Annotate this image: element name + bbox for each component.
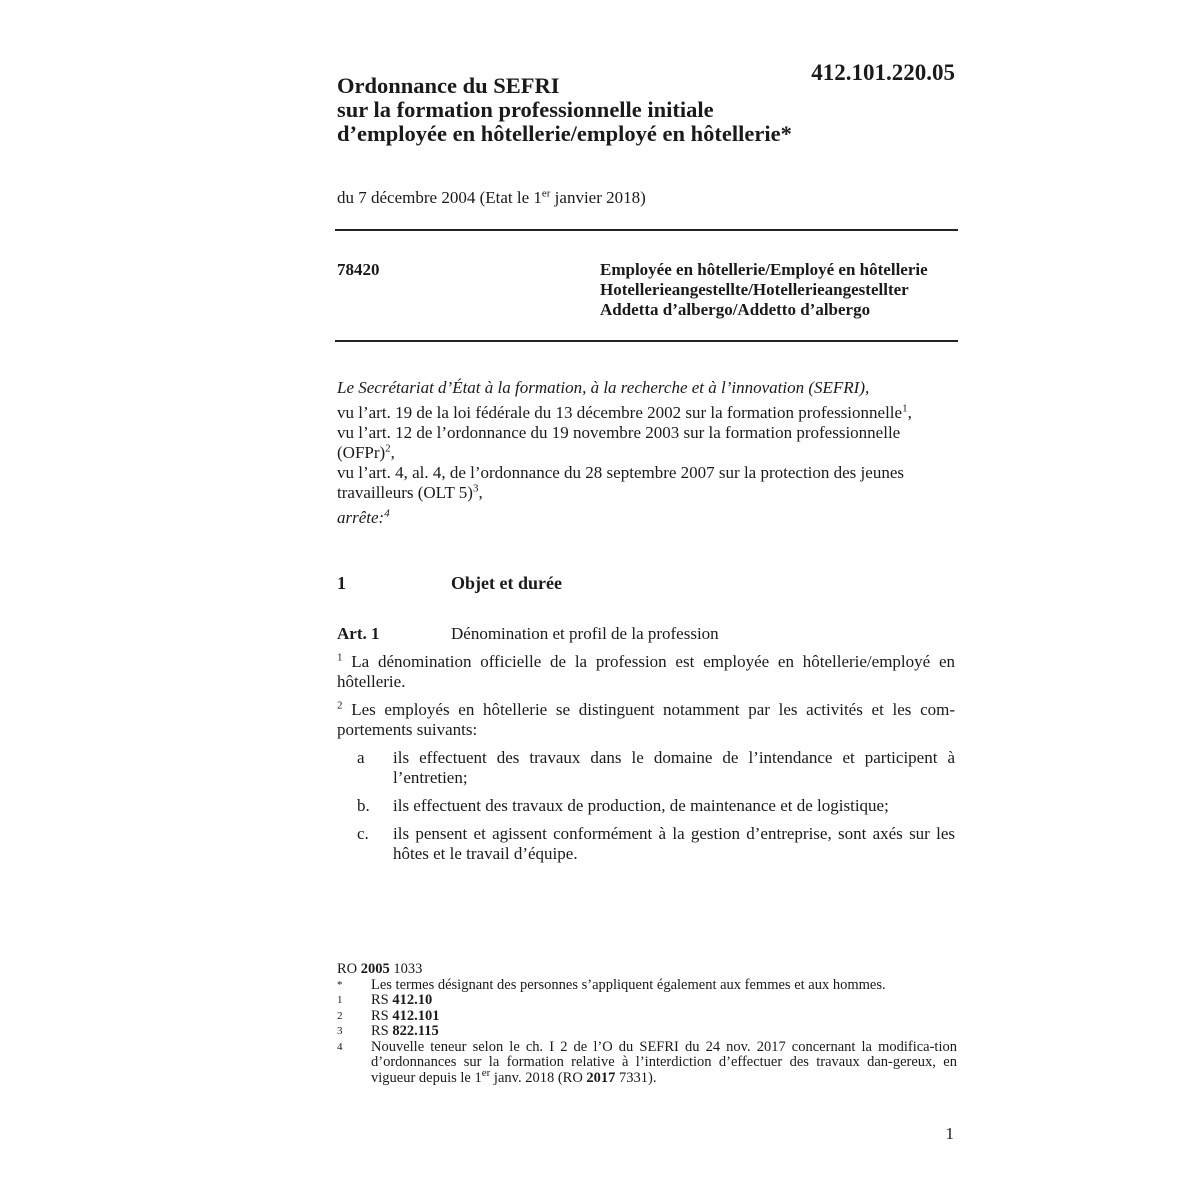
footnote: 3 RS 822.115 [337,1023,439,1039]
title-line: d’employée en hôtellerie/employé en hôtellerie* [337,121,792,146]
section-number: 1 [337,573,346,593]
document-number: 412.101.220.05 [811,60,955,85]
divider-top [335,229,958,231]
preamble-considering: vu l’art. 12 de l’ordonnance du 19 novembre 2003 sur la formation professionnelle (OFPr)$^2$, [337,423,901,462]
article-title: Dénomination et profil de la profession [451,624,719,643]
footnote-ref[interactable]: 1 [902,402,908,415]
footnote: 4 Nouvelle teneur selon le ch. I 2 de l’O du SEFRI du 24 nov. 2017 concernant la modifica-tion d’ordonnances sur la formation relative à l’interdiction d’effectuer des travaux dan-gereux, en vigueur depuis le 1er janv. 2018 (RO 2017 7331). [337,1038,957,1086]
footnote-ref[interactable]: 3 [472,482,479,495]
divider-bottom [335,340,958,342]
article-paragraph: $^1$ La dénomination officielle de la profession est employée en hôtellerie/employé en hôtellerie. [337,651,955,691]
footnote: 2 RS 412.101 [337,1007,440,1024]
profession-names [600,260,928,320]
list-item: b. ils effectuent des travaux de production, de maintenance et de logistique; [357,796,889,815]
footnotes [337,962,957,1086]
profession-name: Addetta d’albergo/Addetto d’albergo [600,300,871,319]
article-paragraph: $^2$ Les employés en hôtellerie se distinguent notamment par les activités et les com-portements suivants: [337,699,955,739]
preamble-authority: Le Secrétariat d’État à la formation, à la recherche et à l’innovation (SEFRI), [337,378,870,397]
ro-reference: RO 2005 1033 [337,961,423,977]
footnote: 1 RS 412.10 [337,992,433,1008]
footnote: * Les termes désignant des personnes s’appliquent également aux femmes et aux hommes. [337,976,886,993]
preamble-considering: vu l’art. 4, al. 4, de l’ordonnance du 28 septembre 2007 sur la protection des jeunes travailleurs (OLT 5)$^3$, [337,463,904,502]
document-date: du 7 décembre 2004 (Etat le 1er janvier 2018) [337,187,646,207]
preamble-considering: vu l’art. 19 de la loi fédérale du 13 décembre 2002 sur la formation professionnelle$^1$, [337,402,912,422]
title-line: Ordonnance du SEFRI [337,73,560,98]
profession-name: Hotellerieangestellte/Hotellerieangestellter [600,280,909,299]
preamble-decides: arrête:$^4$ [337,507,390,527]
list-item: a ils effectuent des travaux dans le domaine de l’intendance et participent à l’entretien; [357,748,955,787]
article-label: Art. 1 [337,624,380,643]
list-item: c. ils pensent et agissent conformément à la gestion d’entreprise, sont axés sur les hôtes et le travail d’équipe. [357,824,955,863]
profession-code: 78420 [337,260,380,279]
document-title [337,74,797,146]
title-line: sur la formation professionnelle initiale [337,97,714,122]
profession-name: Employée en hôtellerie/Employé en hôtellerie [600,260,928,279]
page-number: 1 [945,1124,954,1143]
preamble [337,378,957,528]
footnote-ref[interactable]: 2 [385,442,391,455]
section-title: Objet et durée [451,573,562,593]
article-body [337,652,955,872]
footnote-ref[interactable]: 4 [384,507,390,520]
